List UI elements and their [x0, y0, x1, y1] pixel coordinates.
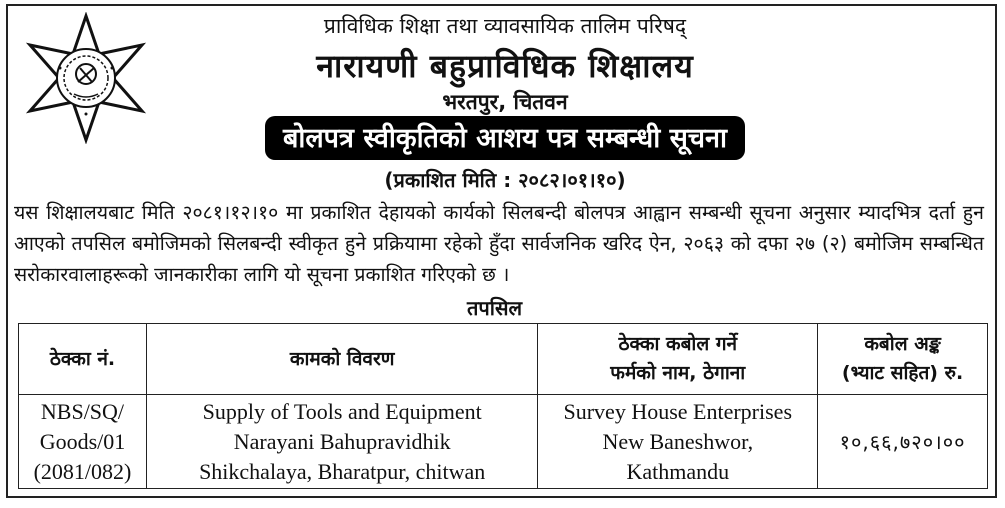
- logo-emblem-icon: [20, 12, 152, 144]
- cell-bid-amount: १०,६६,७२०।००: [818, 395, 988, 489]
- institution-address: भरतपुर, चितवन: [442, 90, 568, 114]
- header-contract-no: ठेक्का नं.: [19, 324, 147, 395]
- header-work-description: कामको विवरण: [146, 324, 537, 395]
- header-bidder-firm: ठेक्का कबोल गर्ने फर्मको नाम, ठेगाना: [538, 324, 818, 395]
- published-date: (प्रकाशित मिति : २०८२।०१।१०): [384, 168, 626, 192]
- notice-paragraph: यस शिक्षालयबाट मिति २०८१।१२।१० मा प्रकाशित देहायको कार्यको सिलबन्दी बोलपत्र आह्वान सम्बन्धी सूचना अनुसार म्यादभित्र दर्ता हुन आएको तपसिल बमोजिमको सिलबन्दी स्वीकृत हुने प्रक्रियामा रहेको हुँदा सार्वजनिक खरिद ऐन, २०६३ को दफा २७ (२) बमोजिम सम्बन्धित सरोकारवालाहरूको जानकारीका लागि यो सूचना प्रकाशित गरिएको छ ।: [14, 201, 984, 286]
- cell-bidder-firm: Survey House Enterprises New Baneshwor, Kathmandu: [538, 395, 818, 489]
- cell-work-description: Supply of Tools and Equipment Narayani Bahupravidhik Shikchalaya, Bharatpur, chitwan: [146, 395, 537, 489]
- cell-contract-no: NBS/SQ/ Goods/01 (2081/082): [19, 395, 147, 489]
- contract-table: [18, 323, 988, 489]
- table-row: [19, 395, 988, 489]
- council-name: प्राविधिक शिक्षा तथा व्यावसायिक तालिम परिषद्: [323, 14, 687, 38]
- table-header-row: [19, 324, 988, 395]
- notice-title-banner: बोलपत्र स्वीकृतिको आशय पत्र सम्बन्धी सूचना: [265, 116, 745, 160]
- institution-name: नारायणी बहुप्राविधिक शिक्षालय: [316, 47, 694, 85]
- schedule-label: तपसिल: [467, 296, 523, 320]
- header-bid-amount: कबोल अङ्क (भ्याट सहित) रु.: [818, 324, 988, 395]
